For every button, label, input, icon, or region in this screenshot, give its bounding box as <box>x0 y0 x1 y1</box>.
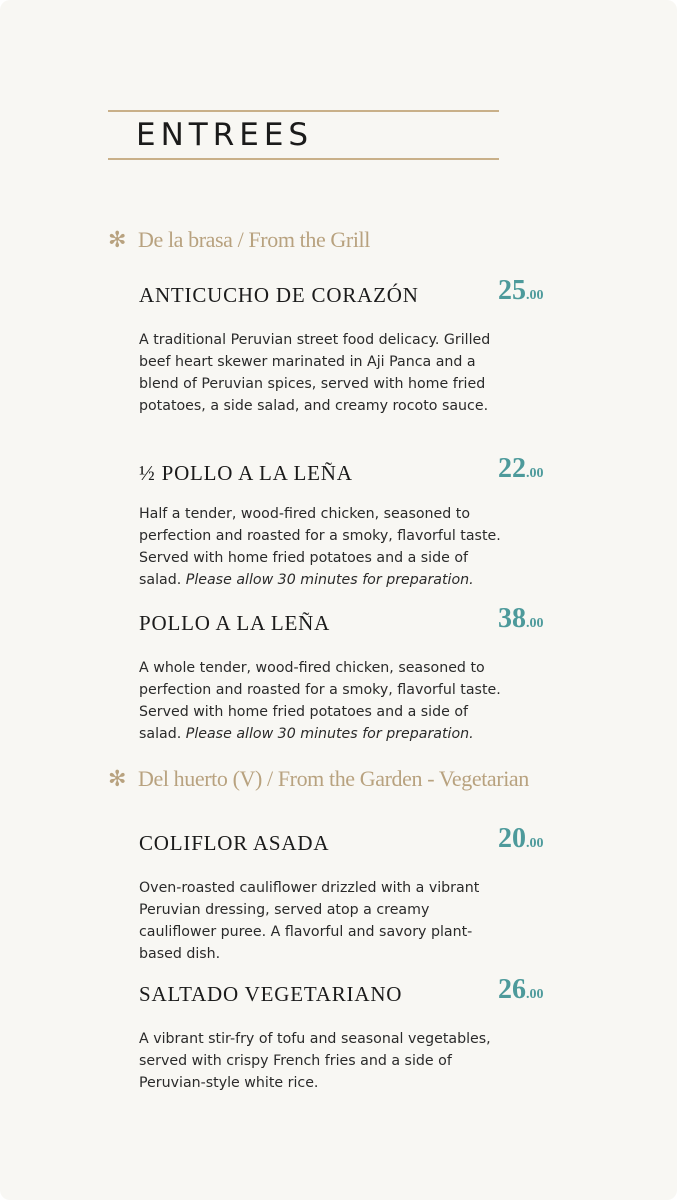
section-title: De la brasa / From the Grill <box>138 227 370 252</box>
price-whole: 22 <box>498 453 526 484</box>
menu-item <box>139 974 579 1094</box>
item-name: ANTICUCHO DE CORAZÓN <box>139 283 419 307</box>
page-title: ENTREES <box>136 117 314 153</box>
item-description <box>139 329 501 417</box>
price-cents: .00 <box>526 466 544 481</box>
menu-item <box>139 453 579 591</box>
item-name: SALTADO VEGETARIANO <box>139 982 403 1006</box>
item-description <box>139 877 501 965</box>
description-text: Oven-roasted cauliflower drizzled with a vibrant Peruvian dressing, served atop a creamy cauliflower puree. A flavorful and savory plant-based dish. <box>139 880 480 962</box>
asterisk-icon: ✻ <box>108 228 127 253</box>
item-price <box>498 453 544 485</box>
item-description <box>139 657 501 745</box>
item-price <box>498 974 544 1006</box>
price-whole: 20 <box>498 823 526 854</box>
item-name: ½ POLLO A LA LEÑA <box>139 461 353 485</box>
asterisk-icon: ✻ <box>108 767 127 792</box>
price-whole: 26 <box>498 974 526 1005</box>
description-text: Half a tender, wood-fired chicken, seasoned to perfection and roasted for a smoky, flavorful taste. Served with home fried potatoes and a side of salad. <box>139 506 501 588</box>
price-cents: .00 <box>526 616 544 631</box>
price-cents: .00 <box>526 288 544 303</box>
price-cents: .00 <box>526 987 544 1002</box>
item-price <box>498 603 544 635</box>
menu-item <box>139 275 579 417</box>
menu-item <box>139 603 579 745</box>
item-price <box>498 823 544 855</box>
description-text: A whole tender, wood-fired chicken, seasoned to perfection and roasted for a smoky, flavorful taste. Served with home fried potatoes and a side of salad. <box>139 660 501 742</box>
description-text: A traditional Peruvian street food delicacy. Grilled beef heart skewer marinated in Aji Panca and a blend of Peruvian spices, served with home fried potatoes, a side salad, and creamy rocoto sauce. <box>139 332 491 414</box>
price-whole: 38 <box>498 603 526 634</box>
item-description <box>139 503 501 591</box>
item-description <box>139 1028 501 1094</box>
price-whole: 25 <box>498 275 526 306</box>
section-heading-grill <box>108 227 370 253</box>
description-text: A vibrant stir-fry of tofu and seasonal vegetables, served with crispy French fries and a side of Peruvian-style white rice. <box>139 1031 491 1091</box>
item-name: COLIFLOR ASADA <box>139 831 330 855</box>
section-heading-garden <box>108 766 529 792</box>
item-name: POLLO A LA LEÑA <box>139 611 331 635</box>
item-price <box>498 275 544 307</box>
menu-item <box>139 823 579 965</box>
section-title: Del huerto (V) / From the Garden - Vegetarian <box>138 766 529 791</box>
price-cents: .00 <box>526 836 544 851</box>
preparation-note: Please allow 30 minutes for preparation. <box>185 726 474 742</box>
preparation-note: Please allow 30 minutes for preparation. <box>185 572 474 588</box>
